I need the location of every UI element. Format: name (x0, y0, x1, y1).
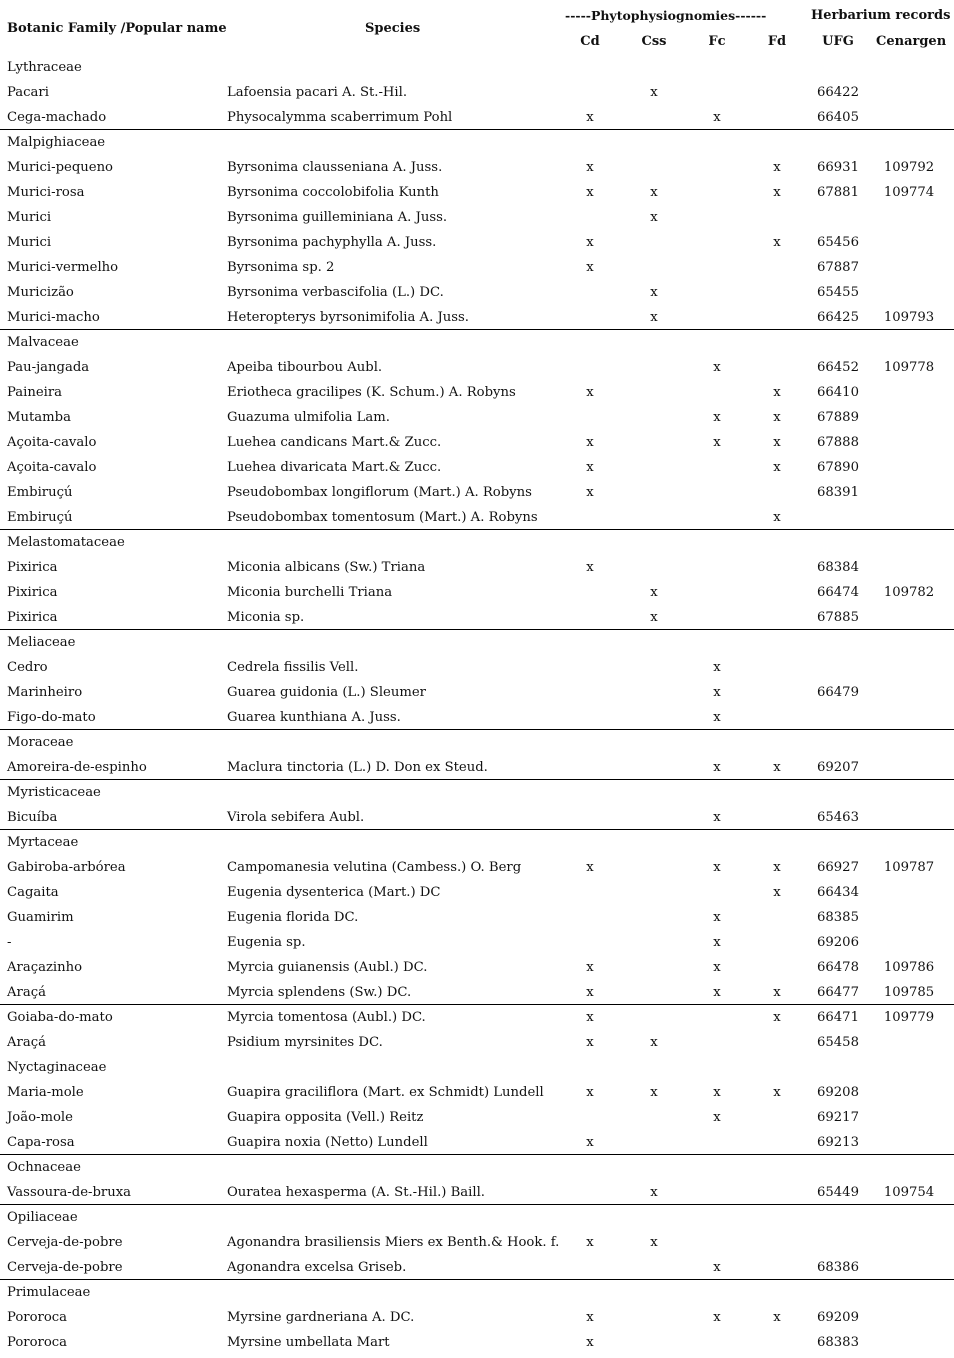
species-name: Apeiba tibourbou Aubl. (227, 360, 383, 375)
ufg-record: 69206 (817, 935, 859, 950)
popular-name: Murici-pequeno (7, 160, 113, 175)
ufg-record: 66471 (817, 1010, 859, 1025)
fc-mark: x (713, 110, 721, 125)
ufg-record: 69217 (817, 1110, 859, 1125)
header-family: Botanic Family /Popular name (7, 21, 227, 36)
species-name: Miconia sp. (227, 610, 305, 625)
ufg-record: 69207 (817, 760, 859, 775)
ufg-record: 65449 (817, 1185, 859, 1200)
table-row (0, 355, 954, 380)
cd-mark: x (586, 460, 594, 475)
table-row (0, 930, 954, 955)
table-row (0, 805, 954, 830)
family-name: Meliaceae (7, 635, 76, 650)
family-name: Malvaceae (7, 335, 79, 350)
fc-mark: x (713, 960, 721, 975)
ufg-record: 65455 (817, 285, 859, 300)
cd-mark: x (586, 860, 594, 875)
cenargen-record: 109785 (883, 985, 935, 1000)
table-row (0, 1230, 954, 1255)
popular-name: Araçá (7, 985, 46, 1000)
table-row (0, 955, 954, 980)
table-row (0, 480, 954, 505)
table-row (0, 280, 954, 305)
table-row (0, 405, 954, 430)
fc-mark: x (713, 660, 721, 675)
table-row (0, 680, 954, 705)
popular-name: Cedro (7, 660, 48, 675)
table-row (0, 1030, 954, 1055)
popular-name: Araçazinho (7, 960, 83, 975)
table-row (0, 1255, 954, 1280)
fc-mark: x (713, 410, 721, 425)
table-row (0, 505, 954, 530)
species-name: Eugenia sp. (227, 935, 306, 950)
fd-mark: x (773, 1010, 781, 1025)
species-name: Lafoensia pacari A. St.-Hil. (227, 85, 408, 100)
fd-mark: x (773, 860, 781, 875)
popular-name: Murici-macho (7, 310, 100, 325)
table-row (0, 1330, 954, 1355)
fc-mark: x (713, 435, 721, 450)
table-row (0, 580, 954, 605)
fc-mark: x (713, 810, 721, 825)
species-name: Miconia albicans (Sw.) Triana (227, 560, 426, 575)
species-name: Heteropterys byrsonimifolia A. Juss. (227, 310, 469, 325)
popular-name: Açoita-cavalo (7, 460, 97, 475)
family-row (0, 630, 954, 655)
popular-name: Mutamba (7, 410, 71, 425)
ufg-record: 69213 (817, 1135, 859, 1150)
header-ufg: UFG (822, 34, 854, 49)
cenargen-record: 109793 (883, 310, 935, 325)
ufg-record: 67888 (817, 435, 859, 450)
popular-name: Embiruçú (7, 510, 73, 525)
header-fc: Fc (708, 34, 726, 49)
species-name: Guarea guidonia (L.) Sleumer (227, 685, 426, 700)
species-name: Byrsonima coccolobifolia Kunth (227, 185, 439, 200)
ufg-record: 66474 (817, 585, 859, 600)
cenargen-record: 109786 (883, 960, 935, 975)
cenargen-record: 109774 (883, 185, 935, 200)
popular-name: Murici (7, 235, 52, 250)
popular-name: Vassoura-de-bruxa (7, 1185, 132, 1200)
species-name: Byrsonima verbascifolia (L.) DC. (227, 285, 444, 300)
ufg-record: 66927 (817, 860, 859, 875)
ufg-record: 66410 (817, 385, 859, 400)
popular-name: Capa-rosa (7, 1135, 75, 1150)
family-name: Myrtaceae (7, 835, 79, 850)
species-name: Luehea divaricata Mart.& Zucc. (227, 460, 442, 475)
popular-name: Bicuíba (7, 810, 58, 825)
table-row (0, 1130, 954, 1155)
ufg-record: 66434 (817, 885, 859, 900)
species-name: Myrsine umbellata Mart (227, 1335, 390, 1350)
family-row (0, 1205, 954, 1230)
fd-mark: x (773, 385, 781, 400)
family-row (0, 780, 954, 805)
fc-mark: x (713, 360, 721, 375)
popular-name: Pau-jangada (7, 360, 90, 375)
family-name: Nyctaginaceae (7, 1060, 107, 1075)
cenargen-record: 109792 (883, 160, 935, 175)
species-name: Byrsonima sp. 2 (227, 260, 335, 275)
ufg-record: 65458 (817, 1035, 859, 1050)
header-herbarium-records: Herbarium records (811, 8, 951, 23)
family-name: Primulaceae (7, 1285, 91, 1300)
table-row (0, 205, 954, 230)
ufg-record: 67885 (817, 610, 859, 625)
fd-mark: x (773, 435, 781, 450)
ufg-record: 68391 (817, 485, 859, 500)
species-name: Agonandra excelsa Griseb. (227, 1260, 407, 1275)
species-name: Guarea kunthiana A. Juss. (227, 710, 401, 725)
ufg-record: 66425 (817, 310, 859, 325)
table-row (0, 1080, 954, 1105)
table-row (0, 1180, 954, 1205)
popular-name: Pacari (7, 85, 49, 100)
css-mark: x (650, 1235, 658, 1250)
species-name: Luehea candicans Mart.& Zucc. (227, 435, 442, 450)
family-row (0, 730, 954, 755)
table-row (0, 655, 954, 680)
ufg-record: 67889 (817, 410, 859, 425)
ufg-record: 68386 (817, 1260, 859, 1275)
popular-name: Pixirica (7, 560, 58, 575)
css-mark: x (650, 1185, 658, 1200)
ufg-record: 68385 (817, 910, 859, 925)
species-name: Maclura tinctoria (L.) D. Don ex Steud. (227, 760, 488, 775)
species-name: Virola sebifera Aubl. (227, 810, 365, 825)
table-row (0, 230, 954, 255)
ufg-record: 66405 (817, 110, 859, 125)
popular-name: Pororoca (7, 1335, 68, 1350)
cd-mark: x (586, 160, 594, 175)
popular-name: Guamirim (7, 910, 74, 925)
cd-mark: x (586, 1135, 594, 1150)
fc-mark: x (713, 760, 721, 775)
cd-mark: x (586, 485, 594, 500)
ufg-record: 66479 (817, 685, 859, 700)
species-name: Byrsonima guilleminiana A. Juss. (227, 210, 448, 225)
cd-mark: x (586, 435, 594, 450)
fd-mark: x (773, 460, 781, 475)
species-name: Eugenia dysenterica (Mart.) DC (227, 885, 441, 900)
family-row (0, 1155, 954, 1180)
species-name: Campomanesia velutina (Cambess.) O. Berg (227, 860, 522, 875)
popular-name: Pororoca (7, 1310, 68, 1325)
species-name: Myrsine gardneriana A. DC. (227, 1310, 415, 1325)
cd-mark: x (586, 385, 594, 400)
family-row (0, 55, 954, 80)
css-mark: x (650, 310, 658, 325)
cenargen-record: 109778 (883, 360, 935, 375)
cd-mark: x (586, 260, 594, 275)
species-name: Ouratea hexasperma (A. St.-Hil.) Baill. (227, 1185, 485, 1200)
header-fd: Fd (767, 34, 787, 49)
popular-name: Murici-rosa (7, 185, 85, 200)
family-row (0, 830, 954, 855)
popular-name: Murici (7, 210, 52, 225)
popular-name: Paineira (7, 385, 63, 400)
ufg-record: 66478 (817, 960, 859, 975)
popular-name: Amoreira-de-espinho (7, 760, 147, 775)
table-row (0, 1305, 954, 1330)
species-name: Myrcia tomentosa (Aubl.) DC. (227, 1010, 426, 1025)
popular-name: Cagaita (7, 885, 59, 900)
family-name: Ochnaceae (7, 1160, 81, 1175)
fd-mark: x (773, 510, 781, 525)
css-mark: x (650, 585, 658, 600)
family-row (0, 530, 954, 555)
fc-mark: x (713, 985, 721, 1000)
css-mark: x (650, 85, 658, 100)
cenargen-record: 109787 (883, 860, 935, 875)
species-name: Guapira opposita (Vell.) Reitz (227, 1110, 424, 1125)
fd-mark: x (773, 1310, 781, 1325)
popular-name: Araçá (7, 1035, 46, 1050)
fc-mark: x (713, 1085, 721, 1100)
popular-name: João-mole (7, 1110, 73, 1125)
table-row (0, 855, 954, 880)
cd-mark: x (586, 1235, 594, 1250)
family-name: Myristicaceae (7, 785, 101, 800)
species-name: Byrsonima pachyphylla A. Juss. (227, 235, 437, 250)
fd-mark: x (773, 235, 781, 250)
ufg-record: 69209 (817, 1310, 859, 1325)
table-row (0, 605, 954, 630)
fd-mark: x (773, 985, 781, 1000)
species-name: Cedrela fissilis Vell. (227, 660, 359, 675)
cd-mark: x (586, 1010, 594, 1025)
species-name: Psidium myrsinites DC. (227, 1035, 383, 1050)
table-row (0, 380, 954, 405)
family-name: Opiliaceae (7, 1210, 78, 1225)
cd-mark: x (586, 1035, 594, 1050)
cd-mark: x (586, 185, 594, 200)
species-name: Myrcia splendens (Sw.) DC. (227, 985, 412, 1000)
popular-name: Murici-vermelho (7, 260, 119, 275)
table-row (0, 105, 954, 130)
ufg-record: 66931 (817, 160, 859, 175)
table-header (0, 0, 954, 55)
family-row (0, 330, 954, 355)
fc-mark: x (713, 1310, 721, 1325)
fc-mark: x (713, 910, 721, 925)
cenargen-record: 109779 (883, 1010, 935, 1025)
header-cenargen: Cenargen (876, 34, 947, 49)
ufg-record: 67890 (817, 460, 859, 475)
species-name: Pseudobombax tomentosum (Mart.) A. Robyns (227, 510, 538, 525)
popular-name: Muricizão (7, 285, 74, 300)
css-mark: x (650, 610, 658, 625)
popular-name: Marinheiro (7, 685, 83, 700)
ufg-record: 66422 (817, 85, 859, 100)
popular-name: Embiruçú (7, 485, 73, 500)
css-mark: x (650, 1085, 658, 1100)
table-body (0, 55, 954, 1355)
family-row (0, 1055, 954, 1080)
popular-name: - (7, 935, 12, 950)
table-row (0, 755, 954, 780)
species-name: Guapira graciliflora (Mart. ex Schmidt) Lundell (227, 1085, 544, 1100)
header-css: Css (641, 34, 667, 49)
css-mark: x (650, 185, 658, 200)
fd-mark: x (773, 1085, 781, 1100)
fc-mark: x (713, 710, 721, 725)
table-row (0, 455, 954, 480)
fc-mark: x (713, 935, 721, 950)
ufg-record: 68384 (817, 560, 859, 575)
fc-mark: x (713, 860, 721, 875)
ufg-record: 65456 (817, 235, 859, 250)
popular-name: Pixirica (7, 610, 58, 625)
family-row (0, 130, 954, 155)
fd-mark: x (773, 160, 781, 175)
cd-mark: x (586, 1310, 594, 1325)
cd-mark: x (586, 235, 594, 250)
species-name: Eugenia florida DC. (227, 910, 359, 925)
cenargen-record: 109782 (883, 585, 935, 600)
popular-name: Cerveja-de-pobre (7, 1235, 123, 1250)
family-name: Lythraceae (7, 60, 82, 75)
species-name: Byrsonima clausseniana A. Juss. (227, 160, 443, 175)
header-cd: Cd (580, 34, 600, 49)
header-phytophysiognomies: -----Phytophysiognomies------ (565, 8, 767, 23)
fd-mark: x (773, 885, 781, 900)
popular-name: Goiaba-do-mato (7, 1010, 113, 1025)
popular-name: Cerveja-de-pobre (7, 1260, 123, 1275)
cd-mark: x (586, 1085, 594, 1100)
species-name: Guapira noxia (Netto) Lundell (227, 1135, 428, 1150)
table-row (0, 305, 954, 330)
cd-mark: x (586, 560, 594, 575)
species-name: Miconia burchelli Triana (227, 585, 393, 600)
table-row (0, 1005, 954, 1030)
popular-name: Figo-do-mato (7, 710, 96, 725)
family-name: Moraceae (7, 735, 74, 750)
cd-mark: x (586, 110, 594, 125)
table-row (0, 880, 954, 905)
family-row (0, 1280, 954, 1305)
ufg-record: 69208 (817, 1085, 859, 1100)
ufg-record: 67881 (817, 185, 859, 200)
family-name: Malpighiaceae (7, 135, 106, 150)
popular-name: Açoita-cavalo (7, 435, 97, 450)
species-name: Physocalymma scaberrimum Pohl (227, 110, 453, 125)
table-row (0, 255, 954, 280)
ufg-record: 66477 (817, 985, 859, 1000)
popular-name: Pixirica (7, 585, 58, 600)
cd-mark: x (586, 960, 594, 975)
species-name: Eriotheca gracilipes (K. Schum.) A. Robyns (227, 385, 516, 400)
fc-mark: x (713, 685, 721, 700)
table-row (0, 980, 954, 1005)
fd-mark: x (773, 185, 781, 200)
fd-mark: x (773, 760, 781, 775)
cenargen-record: 109754 (883, 1185, 935, 1200)
table-row (0, 1105, 954, 1130)
fc-mark: x (713, 1260, 721, 1275)
species-name: Agonandra brasiliensis Miers ex Benth.& Hook. f. (227, 1235, 560, 1250)
family-name: Melastomataceae (7, 535, 125, 550)
species-name: Guazuma ulmifolia Lam. (227, 410, 390, 425)
popular-name: Maria-mole (7, 1085, 84, 1100)
ufg-record: 68383 (817, 1335, 859, 1350)
table-row (0, 905, 954, 930)
ufg-record: 65463 (817, 810, 859, 825)
fd-mark: x (773, 410, 781, 425)
table-row (0, 705, 954, 730)
species-name: Pseudobombax longiflorum (Mart.) A. Robyns (227, 485, 532, 500)
popular-name: Gabiroba-arbórea (7, 860, 126, 875)
css-mark: x (650, 210, 658, 225)
table-row (0, 180, 954, 205)
css-mark: x (650, 285, 658, 300)
header-species: Species (365, 21, 421, 36)
cd-mark: x (586, 985, 594, 1000)
cd-mark: x (586, 1335, 594, 1350)
ufg-record: 66452 (817, 360, 859, 375)
table-row (0, 555, 954, 580)
css-mark: x (650, 1035, 658, 1050)
fc-mark: x (713, 1110, 721, 1125)
species-name: Myrcia guianensis (Aubl.) DC. (227, 960, 428, 975)
table-row (0, 155, 954, 180)
ufg-record: 67887 (817, 260, 859, 275)
table-row (0, 80, 954, 105)
popular-name: Cega-machado (7, 110, 107, 125)
table-row (0, 430, 954, 455)
